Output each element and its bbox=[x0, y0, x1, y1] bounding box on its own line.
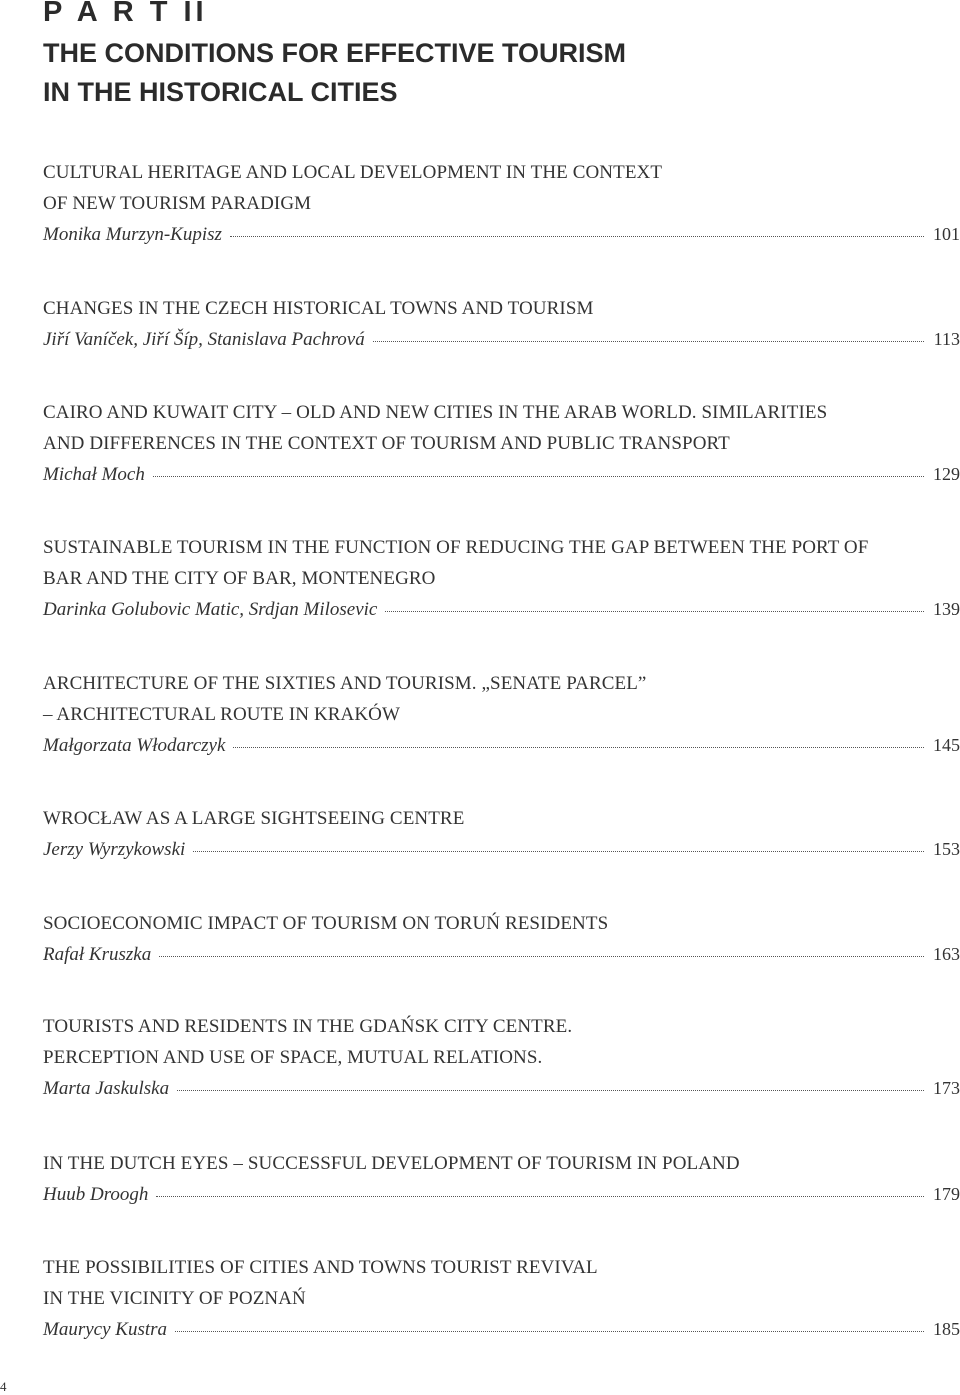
footer-page-number: 4 bbox=[0, 1379, 7, 1394]
entry-title-line: – ARCHITECTURAL ROUTE IN KRAKÓW bbox=[43, 704, 401, 725]
entry-author-row bbox=[43, 594, 960, 625]
dot-leader bbox=[175, 1331, 924, 1332]
entry-author: Marta Jaskulska bbox=[43, 1078, 170, 1099]
entry-author-row bbox=[43, 834, 960, 865]
part-label: P A R T II bbox=[43, 0, 208, 28]
entry-page-number: 163 bbox=[933, 944, 960, 964]
toc-entry bbox=[43, 293, 960, 355]
dot-leader bbox=[159, 956, 924, 957]
entry-author: Rafał Kruszka bbox=[43, 944, 152, 965]
entry-page-number: 101 bbox=[933, 224, 960, 244]
entry-page-number: 185 bbox=[933, 1319, 960, 1339]
dot-leader bbox=[233, 747, 924, 748]
entry-title-line: WROCŁAW AS A LARGE SIGHTSEEING CENTRE bbox=[43, 808, 465, 829]
entry-page-number: 129 bbox=[933, 464, 960, 484]
toc-entry bbox=[43, 1011, 960, 1104]
toc-entry bbox=[43, 397, 960, 490]
toc-entry bbox=[43, 668, 960, 761]
entry-title-line: PERCEPTION AND USE OF SPACE, MUTUAL RELATIONS. bbox=[43, 1047, 543, 1068]
entry-title-line: CHANGES IN THE CZECH HISTORICAL TOWNS AND TOURISM bbox=[43, 298, 594, 319]
toc-entry bbox=[43, 1252, 960, 1345]
entry-page-number: 113 bbox=[933, 329, 960, 349]
entry-page-number: 145 bbox=[933, 735, 960, 755]
entry-author-row bbox=[43, 730, 960, 761]
entry-title-line: OF NEW TOURISM PARADIGM bbox=[43, 193, 312, 214]
toc-entry bbox=[43, 1148, 960, 1210]
entry-author: Monika Murzyn-Kupisz bbox=[43, 224, 222, 245]
entry-page-number: 139 bbox=[933, 599, 960, 619]
entry-author: Jerzy Wyrzykowski bbox=[43, 839, 186, 860]
entry-author-row bbox=[43, 1073, 960, 1104]
entry-title-line: AND DIFFERENCES IN THE CONTEXT OF TOURISM AND PUBLIC TRANSPORT bbox=[43, 433, 730, 454]
part-title-line: THE CONDITIONS FOR EFFECTIVE TOURISM bbox=[43, 38, 627, 68]
toc-entry bbox=[43, 908, 960, 970]
entry-page-number: 153 bbox=[933, 839, 960, 859]
dot-leader bbox=[385, 611, 924, 612]
entry-page-number: 173 bbox=[933, 1078, 960, 1098]
entry-title-line: IN THE VICINITY OF POZNAŃ bbox=[43, 1288, 306, 1309]
entry-author-row bbox=[43, 324, 960, 355]
toc-entry bbox=[43, 803, 960, 865]
entry-author-row bbox=[43, 219, 960, 250]
dot-leader bbox=[153, 476, 924, 477]
part-title-line: IN THE HISTORICAL CITIES bbox=[43, 77, 398, 107]
entry-title-line: TOURISTS AND RESIDENTS IN THE GDAŃSK CITY CENTRE. bbox=[43, 1016, 573, 1037]
entry-title-line: SUSTAINABLE TOURISM IN THE FUNCTION OF REDUCING THE GAP BETWEEN THE PORT OF bbox=[43, 537, 869, 558]
entry-title-line: BAR AND THE CITY OF BAR, MONTENEGRO bbox=[43, 568, 436, 589]
toc-entry bbox=[43, 157, 960, 250]
entry-author: Huub Droogh bbox=[43, 1184, 149, 1205]
entry-title-line: IN THE DUTCH EYES – SUCCESSFUL DEVELOPMENT OF TOURISM IN POLAND bbox=[43, 1153, 740, 1174]
dot-leader bbox=[177, 1090, 924, 1091]
toc-entry bbox=[43, 532, 960, 625]
entry-author-row bbox=[43, 459, 960, 490]
entry-author: Jiří Vaníček, Jiří Šíp, Stanislava Pachrová bbox=[43, 329, 365, 350]
dot-leader bbox=[156, 1196, 924, 1197]
entry-title-line: SOCIOECONOMIC IMPACT OF TOURISM ON TORUŃ RESIDENTS bbox=[43, 913, 609, 934]
entry-title-line: CAIRO AND KUWAIT CITY – OLD AND NEW CITIES IN THE ARAB WORLD. SIMILARITIES bbox=[43, 402, 828, 423]
entry-title-line: CULTURAL HERITAGE AND LOCAL DEVELOPMENT IN THE CONTEXT bbox=[43, 162, 663, 183]
dot-leader bbox=[230, 236, 924, 237]
entry-author: Michał Moch bbox=[43, 464, 145, 485]
entry-title-line: THE POSSIBILITIES OF CITIES AND TOWNS TOURIST REVIVAL bbox=[43, 1257, 598, 1278]
entry-author: Małgorzata Włodarczyk bbox=[43, 735, 226, 756]
entry-author-row bbox=[43, 1314, 960, 1345]
entry-author: Maurycy Kustra bbox=[43, 1319, 168, 1340]
entry-author: Darinka Golubovic Matic, Srdjan Milosevic bbox=[43, 599, 378, 620]
dot-leader bbox=[193, 851, 924, 852]
entry-author-row bbox=[43, 1179, 960, 1210]
dot-leader bbox=[373, 341, 924, 342]
entry-page-number: 179 bbox=[933, 1184, 960, 1204]
entry-author-row bbox=[43, 939, 960, 970]
entry-title-line: ARCHITECTURE OF THE SIXTIES AND TOURISM. „SENATE PARCEL” bbox=[43, 673, 647, 694]
